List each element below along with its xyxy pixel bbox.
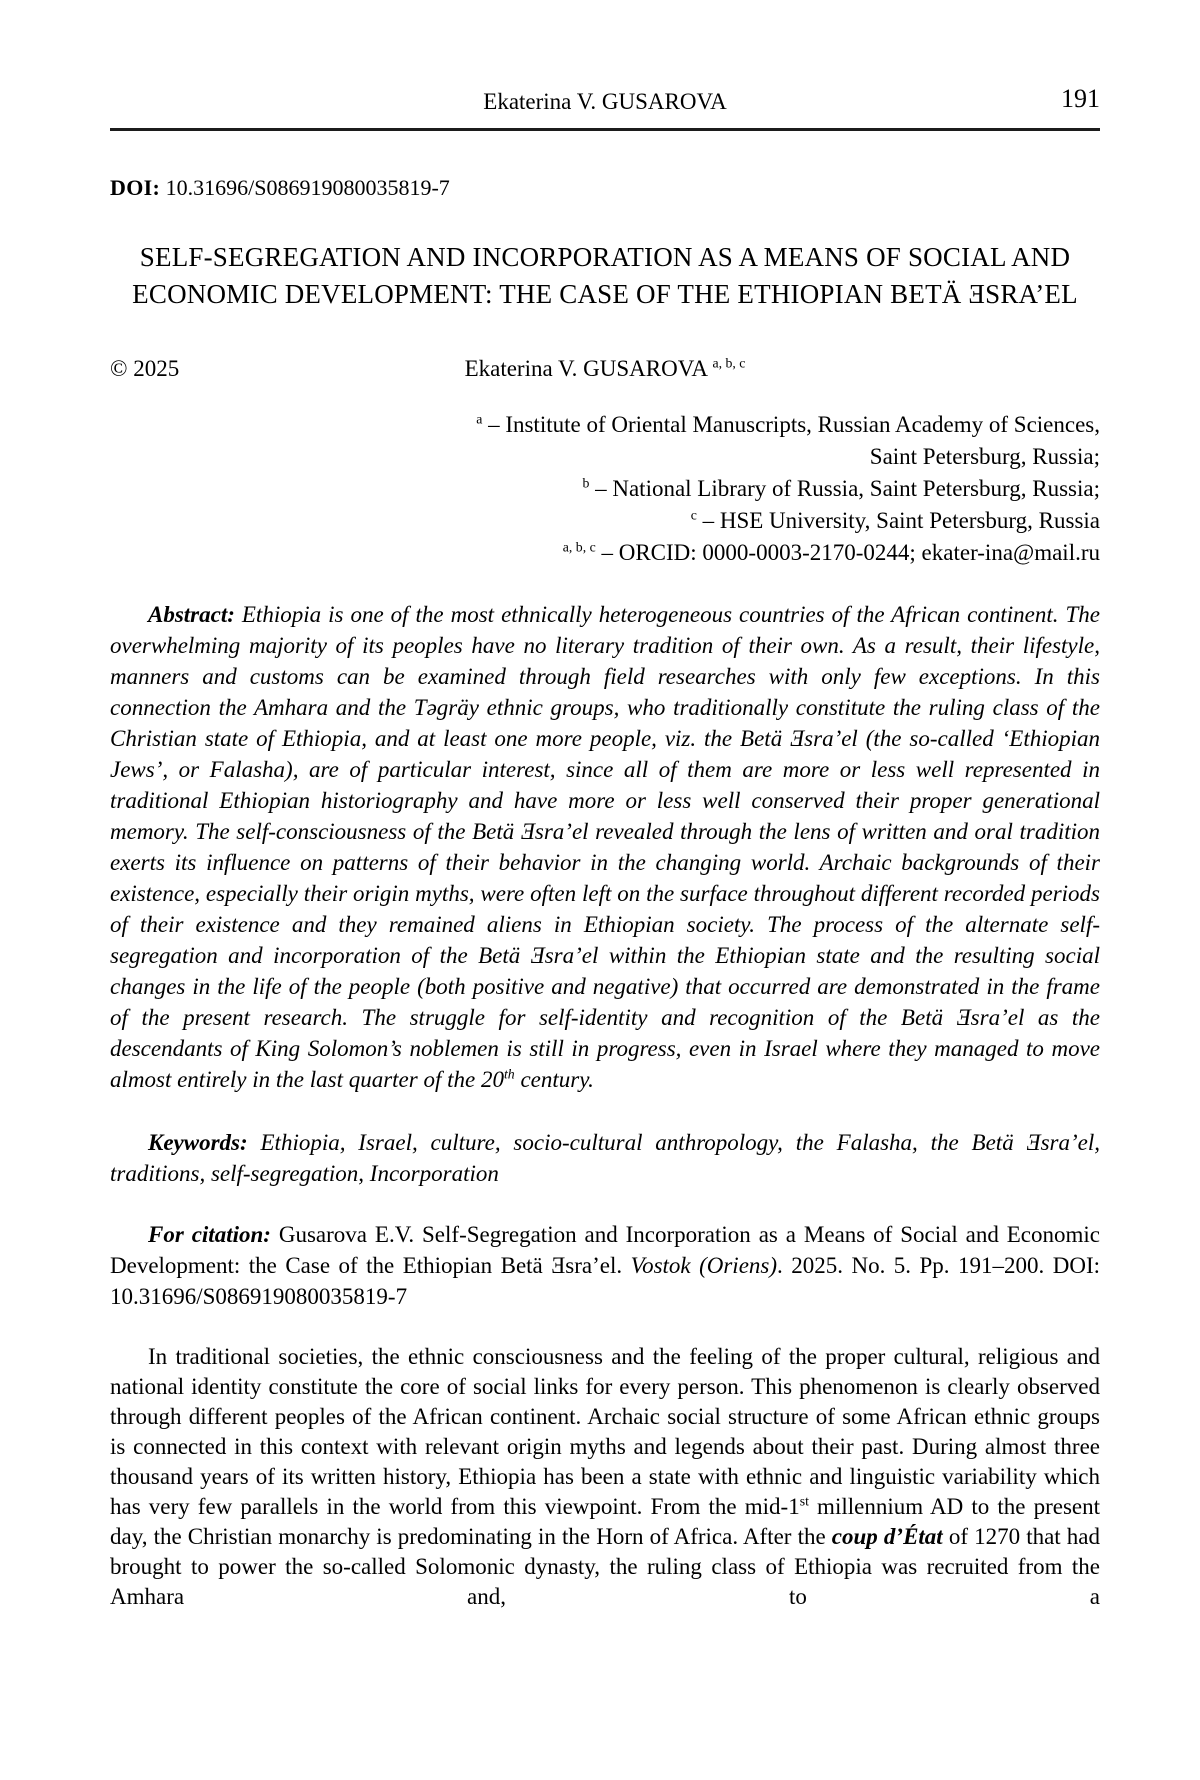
affiliation-text: Saint Petersburg, Russia; (869, 444, 1100, 469)
affiliation-sup: a, b, c (562, 539, 596, 555)
body-text: millennium AD to the present day, the Christian monarchy is predominating in the Horn of Africa. After the (110, 1494, 1100, 1549)
affiliation-sup: a (476, 411, 483, 427)
citation-paragraph (110, 1219, 1100, 1312)
affiliations-block (110, 409, 1100, 569)
abstract-label: Abstract: (148, 602, 235, 627)
affiliation-line (110, 409, 1100, 441)
affiliation-line (110, 505, 1100, 537)
doi-line (110, 175, 1100, 201)
body-italic-phrase: coup d’État (831, 1524, 943, 1549)
affiliation-text: – National Library of Russia, Saint Petersburg, Russia; (589, 476, 1100, 501)
citation-text-end: . 2025. No. 5. Pp. 191–200. DOI: 10.31696/S086919080035819-7 (110, 1253, 1100, 1309)
running-header (110, 84, 1100, 116)
affiliation-text: – HSE University, Saint Petersburg, Russia (696, 508, 1100, 533)
byline (110, 355, 1100, 383)
copyright-year: © 2025 (110, 356, 180, 381)
abstract-superscript: th (503, 1066, 515, 1082)
citation-label: For citation: (148, 1222, 271, 1247)
affiliation-sup: b (582, 475, 590, 491)
keywords-paragraph (110, 1127, 1100, 1189)
keywords-text: Ethiopia, Israel, culture, socio-cultural anthropology, the Falasha, the Betä Ǝsra’el, traditions, self-segregation, Incorporation (110, 1130, 1100, 1186)
affiliation-sup: c (690, 507, 697, 523)
citation-text: Gusarova E.V. Self-Segregation and Incorporation as a Means of Social and Economic Development: the Case of the Ethiopian Betä Ǝsra’el. (110, 1222, 1100, 1278)
author-affiliation-marks: a, b, c (712, 355, 746, 371)
author-name: Ekaterina V. GUSAROVA (464, 356, 707, 381)
body-superscript: st (799, 1493, 809, 1509)
doi-value: 10.31696/S086919080035819-7 (165, 175, 450, 200)
affiliation-text: – Institute of Oriental Manuscripts, Russian Academy of Sciences, (482, 412, 1100, 437)
body-text: of 1270 that had brought to power the so-called Solomonic dynasty, the ruling class of Ethiopia was recruited from the Amhara and, to a (110, 1524, 1101, 1609)
abstract-text: Ethiopia is one of the most ethnically heterogeneous countries of the African continent. The overwhelming majority of its peoples have no literary tradition of their own. As a result, their lifestyle, manners and customs can be examined through field researches with only few exceptions. In this connection the Amhara and the Tǝgräy ethnic groups, who traditionally constitute the ruling class of the Christian state of Ethiopia, and at least one more people, viz. the Betä Ǝsra’el (the so-called ‘Ethiopian Jews’, or Falasha), are of particular interest, since all of them are more or less well represented in traditional Ethiopian historiography and have more or less well conserved their proper generational memory. The self-consciousness of the Betä Ǝsra’el revealed through the lens of written and oral tradition exerts its influence on patterns of their behavior in the changing world. Archaic backgrounds of their existence, especially their origin myths, were often left on the surface throughout different recorded periods of their existence and they remained aliens in Ethiopian society. The process of the alternate self-segregation and incorporation of the Betä Ǝsra’el within the Ethiopian state and the resulting social changes in the life of the people (both positive and negative) that occurred are demonstrated in the frame of the present research. The struggle for self-identity and recognition of the Betä Ǝsra’el as the descendants of King Solomon’s noblemen is still in progress, even in Israel where they managed to move almost entirely in the last quarter of the 20 (110, 602, 1100, 1092)
affiliation-line (110, 473, 1100, 505)
affiliation-line (110, 441, 1100, 473)
running-head-author: Ekaterina V. GUSAROVA (483, 89, 727, 114)
abstract-text-end: century. (514, 1067, 594, 1092)
keywords-label: Keywords: (148, 1130, 248, 1155)
doi-label: DOI: (110, 175, 161, 200)
abstract-paragraph (110, 599, 1100, 1095)
paper-title: SELF-SEGREGATION AND INCORPORATION AS A MEANS OF SOCIAL AND ECONOMIC DEVELOPMENT: THE CASE OF THE ETHIOPIAN BETÄ ƎSRA’EL (132, 242, 1078, 309)
affiliation-line (110, 537, 1100, 569)
affiliation-text: – ORCID: 0000-0003-2170-0244; ekater-ina@mail.ru (595, 540, 1100, 565)
page-number: 191 (1061, 84, 1100, 113)
header-rule (110, 128, 1100, 131)
journal-name: Vostok (Oriens) (630, 1253, 778, 1278)
body-paragraph (110, 1342, 1100, 1612)
body-text: In traditional societies, the ethnic consciousness and the feeling of the proper cultural, religious and national identity constitute the core of social links for every person. This phenomenon is clearly observed through different peoples of the African continent. Archaic social structure of some African ethnic groups is connected in this context with relevant origin myths and legends about their past. During almost three thousand years of its written history, Ethiopia has been a state with ethnic and linguistic variability which has very few parallels in the world from this viewpoint. From the mid-1 (110, 1344, 1100, 1519)
